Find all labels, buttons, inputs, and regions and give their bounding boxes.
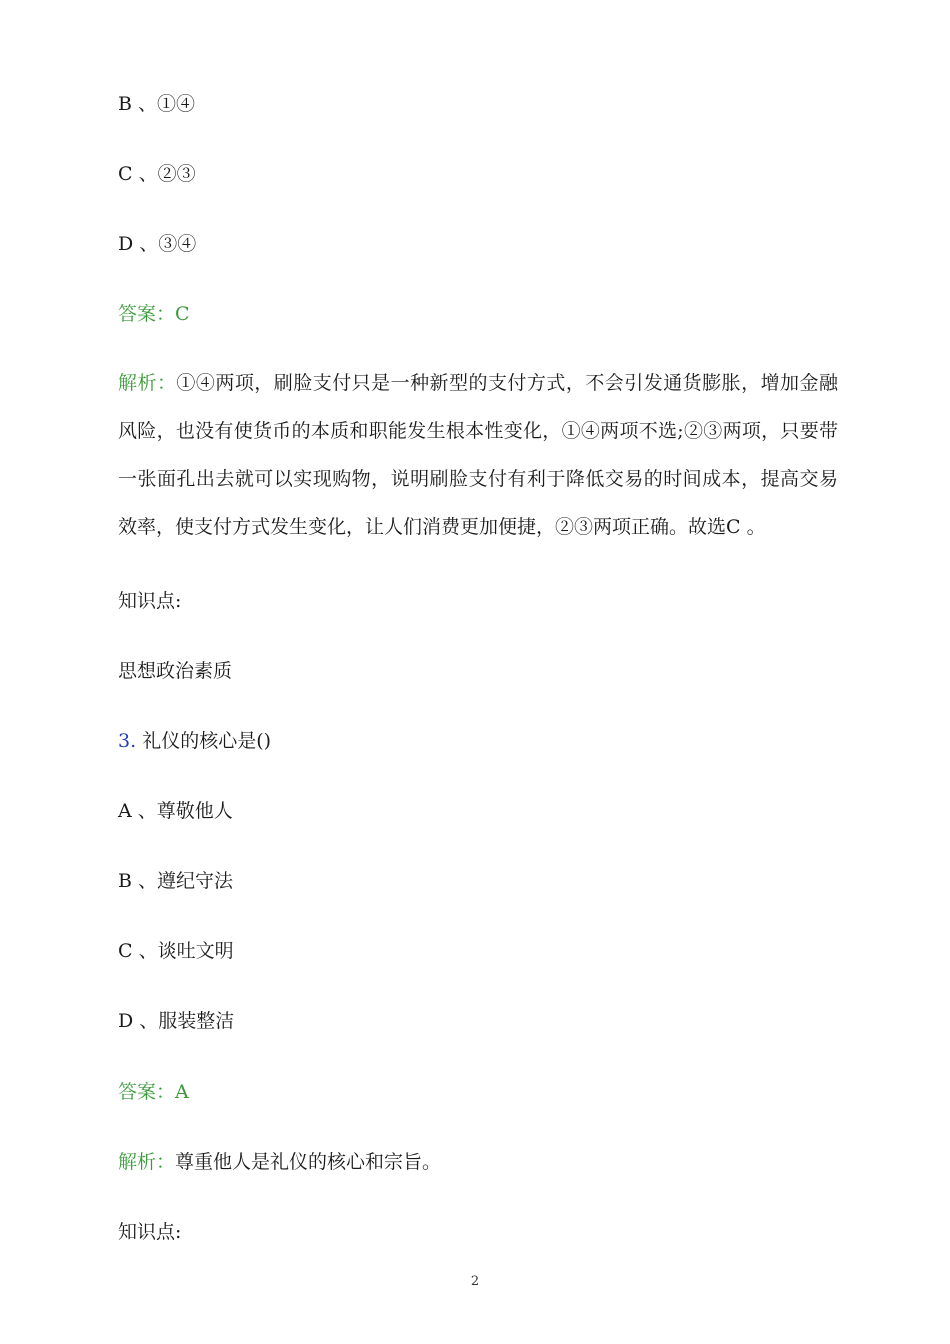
option-text: ①④ bbox=[157, 93, 196, 115]
analysis-row bbox=[118, 1150, 441, 1174]
option-d bbox=[118, 232, 196, 256]
option-label: D bbox=[118, 233, 134, 255]
question-number: 3 bbox=[118, 730, 131, 752]
answer-row bbox=[118, 1080, 189, 1104]
option-c bbox=[118, 162, 196, 186]
analysis-text: ①④两项，刷脸支付只是一种新型的支付方式，不会引发通货膨胀，增加金融风险，也没有使货币的本质和职能发生根本性变化，①④两项不选;②③两项，只要带一张面孔出去就可以实现购物，说明刷脸支付有利于降低交易的时间成本，提高交易效率，使支付方式发生变化，让人们消费更加便捷，②③两项正确。故选C 。 bbox=[118, 372, 838, 538]
option-label: B bbox=[118, 93, 132, 115]
option-label: C bbox=[118, 163, 133, 185]
analysis-label: 解析： bbox=[118, 1151, 176, 1173]
question-stem bbox=[118, 729, 271, 753]
knowledge-value: 思想政治素质 bbox=[118, 660, 233, 682]
option-text: ②③ bbox=[157, 163, 196, 185]
option-separator: 、 bbox=[138, 93, 158, 115]
option-d bbox=[118, 1009, 234, 1033]
answer-value: C bbox=[175, 303, 190, 325]
analysis-paragraph bbox=[118, 359, 838, 551]
answer-value: A bbox=[175, 1081, 189, 1103]
question-text: 礼仪的核心是() bbox=[142, 730, 272, 752]
option-text: 遵纪守法 bbox=[157, 870, 234, 892]
option-a bbox=[118, 799, 233, 823]
answer-label: 答案： bbox=[118, 1081, 176, 1103]
option-text: 谈吐文明 bbox=[157, 940, 234, 962]
option-separator: 、 bbox=[139, 233, 159, 255]
option-c bbox=[118, 939, 234, 963]
option-separator: 、 bbox=[139, 1010, 159, 1032]
option-label: A bbox=[118, 800, 132, 822]
page-number: 2 bbox=[470, 1274, 480, 1289]
answer-row bbox=[118, 302, 190, 326]
answer-label: 答案： bbox=[118, 303, 176, 325]
knowledge-label: 知识点: bbox=[118, 1221, 182, 1243]
option-label: C bbox=[118, 940, 133, 962]
option-text: 服装整洁 bbox=[158, 1010, 235, 1032]
option-separator: 、 bbox=[138, 870, 158, 892]
option-label: D bbox=[118, 1010, 134, 1032]
option-b bbox=[118, 92, 195, 116]
knowledge-label: 知识点: bbox=[118, 590, 182, 612]
question-number-dot: . bbox=[130, 730, 137, 752]
analysis-text: 尊重他人是礼仪的核心和宗旨。 bbox=[175, 1151, 442, 1173]
option-separator: 、 bbox=[138, 163, 158, 185]
option-label: B bbox=[118, 870, 132, 892]
option-separator: 、 bbox=[137, 800, 157, 822]
option-text: 尊敬他人 bbox=[156, 800, 233, 822]
option-separator: 、 bbox=[138, 940, 158, 962]
analysis-label: 解析： bbox=[118, 372, 177, 394]
option-b bbox=[118, 869, 233, 893]
option-text: ③④ bbox=[158, 233, 197, 255]
